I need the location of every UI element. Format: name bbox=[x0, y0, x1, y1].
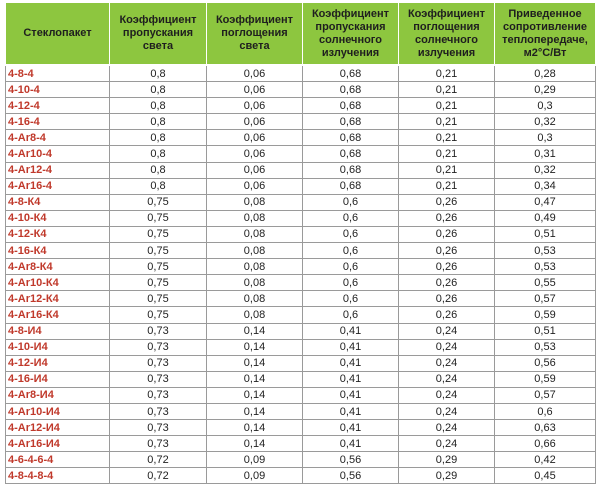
cell-light-transmission: 0,72 bbox=[110, 468, 207, 484]
cell-glazing-unit: 4-8-4-8-4 bbox=[6, 468, 110, 484]
table-row bbox=[6, 130, 596, 146]
cell-light-transmission: 0,72 bbox=[110, 452, 207, 468]
table-row bbox=[6, 194, 596, 210]
header-light-absorption: Коэффициент поглощения света bbox=[207, 3, 303, 66]
cell-light-transmission: 0,8 bbox=[110, 130, 207, 146]
header-solar-transmission: Коэффициент пропускания солнечного излучения bbox=[303, 3, 399, 66]
cell-light-absorption: 0,14 bbox=[207, 403, 303, 419]
table-row bbox=[6, 403, 596, 419]
cell-glazing-unit: 4-12-4 bbox=[6, 98, 110, 114]
cell-light-transmission: 0,8 bbox=[110, 98, 207, 114]
cell-thermal-resistance: 0,51 bbox=[495, 323, 596, 339]
table-row bbox=[6, 178, 596, 194]
table-row bbox=[6, 307, 596, 323]
cell-solar-absorption: 0,21 bbox=[399, 82, 495, 98]
cell-light-absorption: 0,14 bbox=[207, 420, 303, 436]
cell-glazing-unit: 4-10-И4 bbox=[6, 339, 110, 355]
cell-solar-transmission: 0,41 bbox=[303, 339, 399, 355]
table-row bbox=[6, 243, 596, 259]
cell-light-transmission: 0,75 bbox=[110, 307, 207, 323]
table-row bbox=[6, 468, 596, 484]
cell-solar-transmission: 0,41 bbox=[303, 436, 399, 452]
table-row bbox=[6, 436, 596, 452]
cell-solar-transmission: 0,41 bbox=[303, 387, 399, 403]
cell-glazing-unit: 4-Ar16-К4 bbox=[6, 307, 110, 323]
cell-solar-absorption: 0,26 bbox=[399, 194, 495, 210]
cell-thermal-resistance: 0,57 bbox=[495, 291, 596, 307]
table-row bbox=[6, 226, 596, 242]
cell-glazing-unit: 4-8-К4 bbox=[6, 194, 110, 210]
cell-light-absorption: 0,14 bbox=[207, 387, 303, 403]
table-row bbox=[6, 355, 596, 371]
cell-solar-absorption: 0,21 bbox=[399, 162, 495, 178]
header-row bbox=[6, 3, 596, 66]
cell-solar-transmission: 0,56 bbox=[303, 452, 399, 468]
cell-thermal-resistance: 0,55 bbox=[495, 275, 596, 291]
table-row bbox=[6, 146, 596, 162]
cell-light-absorption: 0,08 bbox=[207, 307, 303, 323]
glazing-properties-table bbox=[5, 2, 596, 484]
cell-solar-absorption: 0,21 bbox=[399, 130, 495, 146]
cell-solar-absorption: 0,26 bbox=[399, 210, 495, 226]
cell-solar-absorption: 0,24 bbox=[399, 420, 495, 436]
cell-solar-absorption: 0,24 bbox=[399, 323, 495, 339]
table-body bbox=[6, 65, 596, 484]
cell-solar-transmission: 0,68 bbox=[303, 98, 399, 114]
cell-light-absorption: 0,14 bbox=[207, 323, 303, 339]
cell-light-absorption: 0,06 bbox=[207, 114, 303, 130]
cell-light-absorption: 0,14 bbox=[207, 355, 303, 371]
cell-glazing-unit: 4-16-К4 bbox=[6, 243, 110, 259]
cell-light-absorption: 0,14 bbox=[207, 371, 303, 387]
cell-thermal-resistance: 0,28 bbox=[495, 65, 596, 82]
cell-glazing-unit: 4-Ar12-И4 bbox=[6, 420, 110, 436]
cell-solar-transmission: 0,6 bbox=[303, 275, 399, 291]
cell-thermal-resistance: 0,47 bbox=[495, 194, 596, 210]
cell-thermal-resistance: 0,32 bbox=[495, 114, 596, 130]
cell-solar-absorption: 0,29 bbox=[399, 468, 495, 484]
cell-light-transmission: 0,75 bbox=[110, 243, 207, 259]
cell-light-absorption: 0,09 bbox=[207, 452, 303, 468]
cell-thermal-resistance: 0,32 bbox=[495, 162, 596, 178]
cell-thermal-resistance: 0,51 bbox=[495, 226, 596, 242]
header-solar-absorption: Коэффициент поглощения солнечного излучения bbox=[399, 3, 495, 66]
cell-light-transmission: 0,75 bbox=[110, 226, 207, 242]
table-row bbox=[6, 259, 596, 275]
cell-thermal-resistance: 0,63 bbox=[495, 420, 596, 436]
cell-light-absorption: 0,06 bbox=[207, 146, 303, 162]
cell-thermal-resistance: 0,34 bbox=[495, 178, 596, 194]
cell-thermal-resistance: 0,56 bbox=[495, 355, 596, 371]
cell-light-absorption: 0,06 bbox=[207, 65, 303, 82]
cell-solar-absorption: 0,26 bbox=[399, 243, 495, 259]
cell-solar-absorption: 0,24 bbox=[399, 436, 495, 452]
cell-light-absorption: 0,08 bbox=[207, 291, 303, 307]
cell-light-transmission: 0,73 bbox=[110, 403, 207, 419]
table-row bbox=[6, 291, 596, 307]
cell-glazing-unit: 4-10-4 bbox=[6, 82, 110, 98]
cell-solar-absorption: 0,29 bbox=[399, 452, 495, 468]
cell-solar-absorption: 0,26 bbox=[399, 259, 495, 275]
cell-glazing-unit: 4-Ar10-К4 bbox=[6, 275, 110, 291]
cell-light-absorption: 0,06 bbox=[207, 178, 303, 194]
cell-solar-absorption: 0,24 bbox=[399, 371, 495, 387]
cell-light-transmission: 0,8 bbox=[110, 65, 207, 82]
cell-light-transmission: 0,73 bbox=[110, 371, 207, 387]
cell-thermal-resistance: 0,49 bbox=[495, 210, 596, 226]
cell-solar-absorption: 0,26 bbox=[399, 291, 495, 307]
table-row bbox=[6, 420, 596, 436]
cell-solar-absorption: 0,24 bbox=[399, 387, 495, 403]
cell-solar-transmission: 0,68 bbox=[303, 146, 399, 162]
glazing-properties-table-container bbox=[5, 2, 595, 484]
cell-solar-transmission: 0,68 bbox=[303, 178, 399, 194]
cell-glazing-unit: 4-Ar8-К4 bbox=[6, 259, 110, 275]
header-thermal-resistance: Приведенное сопротивление теплопередаче, м2°С/Вт bbox=[495, 3, 596, 66]
cell-light-absorption: 0,08 bbox=[207, 226, 303, 242]
cell-light-transmission: 0,73 bbox=[110, 339, 207, 355]
cell-light-absorption: 0,09 bbox=[207, 468, 303, 484]
cell-thermal-resistance: 0,57 bbox=[495, 387, 596, 403]
cell-solar-transmission: 0,6 bbox=[303, 226, 399, 242]
cell-solar-absorption: 0,21 bbox=[399, 98, 495, 114]
cell-solar-absorption: 0,21 bbox=[399, 65, 495, 82]
cell-light-absorption: 0,14 bbox=[207, 339, 303, 355]
cell-solar-absorption: 0,24 bbox=[399, 355, 495, 371]
cell-solar-transmission: 0,68 bbox=[303, 162, 399, 178]
cell-solar-transmission: 0,68 bbox=[303, 82, 399, 98]
table-row bbox=[6, 387, 596, 403]
cell-solar-transmission: 0,41 bbox=[303, 371, 399, 387]
cell-glazing-unit: 4-Ar12-4 bbox=[6, 162, 110, 178]
cell-solar-absorption: 0,24 bbox=[399, 339, 495, 355]
cell-solar-absorption: 0,21 bbox=[399, 178, 495, 194]
cell-glazing-unit: 4-8-И4 bbox=[6, 323, 110, 339]
cell-solar-transmission: 0,6 bbox=[303, 259, 399, 275]
cell-glazing-unit: 4-16-4 bbox=[6, 114, 110, 130]
cell-thermal-resistance: 0,29 bbox=[495, 82, 596, 98]
table-row bbox=[6, 275, 596, 291]
cell-light-absorption: 0,06 bbox=[207, 82, 303, 98]
table-row bbox=[6, 98, 596, 114]
cell-light-transmission: 0,75 bbox=[110, 275, 207, 291]
table-row bbox=[6, 65, 596, 82]
cell-solar-transmission: 0,41 bbox=[303, 355, 399, 371]
cell-light-absorption: 0,06 bbox=[207, 162, 303, 178]
cell-glazing-unit: 4-12-И4 bbox=[6, 355, 110, 371]
cell-light-transmission: 0,73 bbox=[110, 323, 207, 339]
table-row bbox=[6, 162, 596, 178]
table-row bbox=[6, 210, 596, 226]
cell-thermal-resistance: 0,59 bbox=[495, 371, 596, 387]
cell-glazing-unit: 4-Ar16-И4 bbox=[6, 436, 110, 452]
cell-light-transmission: 0,75 bbox=[110, 210, 207, 226]
cell-glazing-unit: 4-10-К4 bbox=[6, 210, 110, 226]
cell-glazing-unit: 4-8-4 bbox=[6, 65, 110, 82]
table-row bbox=[6, 82, 596, 98]
cell-solar-transmission: 0,68 bbox=[303, 114, 399, 130]
cell-solar-absorption: 0,21 bbox=[399, 146, 495, 162]
cell-solar-absorption: 0,26 bbox=[399, 307, 495, 323]
cell-solar-absorption: 0,24 bbox=[399, 403, 495, 419]
cell-solar-transmission: 0,6 bbox=[303, 243, 399, 259]
cell-light-absorption: 0,08 bbox=[207, 259, 303, 275]
cell-solar-absorption: 0,26 bbox=[399, 226, 495, 242]
cell-solar-absorption: 0,26 bbox=[399, 275, 495, 291]
cell-solar-transmission: 0,68 bbox=[303, 130, 399, 146]
cell-solar-transmission: 0,6 bbox=[303, 307, 399, 323]
cell-thermal-resistance: 0,3 bbox=[495, 98, 596, 114]
cell-light-absorption: 0,06 bbox=[207, 130, 303, 146]
cell-thermal-resistance: 0,45 bbox=[495, 468, 596, 484]
header-light-transmission: Коэффициент пропускания света bbox=[110, 3, 207, 66]
cell-thermal-resistance: 0,53 bbox=[495, 243, 596, 259]
cell-light-transmission: 0,75 bbox=[110, 259, 207, 275]
cell-glazing-unit: 4-Ar16-4 bbox=[6, 178, 110, 194]
header-glazing-unit: Стеклопакет bbox=[6, 3, 110, 66]
cell-light-transmission: 0,8 bbox=[110, 82, 207, 98]
cell-thermal-resistance: 0,6 bbox=[495, 403, 596, 419]
table-row bbox=[6, 323, 596, 339]
cell-solar-absorption: 0,21 bbox=[399, 114, 495, 130]
cell-glazing-unit: 4-Ar12-К4 bbox=[6, 291, 110, 307]
cell-solar-transmission: 0,41 bbox=[303, 420, 399, 436]
cell-light-transmission: 0,73 bbox=[110, 355, 207, 371]
cell-glazing-unit: 4-Ar10-4 bbox=[6, 146, 110, 162]
cell-light-transmission: 0,8 bbox=[110, 178, 207, 194]
cell-light-transmission: 0,8 bbox=[110, 162, 207, 178]
cell-solar-transmission: 0,6 bbox=[303, 210, 399, 226]
table-row bbox=[6, 371, 596, 387]
cell-light-absorption: 0,08 bbox=[207, 243, 303, 259]
cell-light-transmission: 0,75 bbox=[110, 291, 207, 307]
cell-light-transmission: 0,73 bbox=[110, 387, 207, 403]
cell-thermal-resistance: 0,3 bbox=[495, 130, 596, 146]
cell-thermal-resistance: 0,59 bbox=[495, 307, 596, 323]
cell-solar-transmission: 0,41 bbox=[303, 323, 399, 339]
table-row bbox=[6, 339, 596, 355]
table-header bbox=[6, 3, 596, 66]
table-row bbox=[6, 452, 596, 468]
cell-thermal-resistance: 0,53 bbox=[495, 259, 596, 275]
table-row bbox=[6, 114, 596, 130]
cell-thermal-resistance: 0,42 bbox=[495, 452, 596, 468]
cell-glazing-unit: 4-6-4-6-4 bbox=[6, 452, 110, 468]
cell-light-absorption: 0,08 bbox=[207, 194, 303, 210]
cell-thermal-resistance: 0,53 bbox=[495, 339, 596, 355]
cell-glazing-unit: 4-Ar8-4 bbox=[6, 130, 110, 146]
cell-solar-transmission: 0,56 bbox=[303, 468, 399, 484]
cell-glazing-unit: 4-16-И4 bbox=[6, 371, 110, 387]
cell-light-transmission: 0,75 bbox=[110, 194, 207, 210]
cell-light-transmission: 0,73 bbox=[110, 420, 207, 436]
cell-light-absorption: 0,08 bbox=[207, 275, 303, 291]
cell-thermal-resistance: 0,31 bbox=[495, 146, 596, 162]
cell-thermal-resistance: 0,66 bbox=[495, 436, 596, 452]
cell-light-absorption: 0,08 bbox=[207, 210, 303, 226]
cell-glazing-unit: 4-Ar10-И4 bbox=[6, 403, 110, 419]
cell-solar-transmission: 0,6 bbox=[303, 291, 399, 307]
cell-glazing-unit: 4-Ar8-И4 bbox=[6, 387, 110, 403]
cell-light-absorption: 0,14 bbox=[207, 436, 303, 452]
cell-solar-transmission: 0,6 bbox=[303, 194, 399, 210]
cell-solar-transmission: 0,41 bbox=[303, 403, 399, 419]
cell-light-transmission: 0,8 bbox=[110, 114, 207, 130]
cell-light-transmission: 0,73 bbox=[110, 436, 207, 452]
cell-light-transmission: 0,8 bbox=[110, 146, 207, 162]
cell-light-absorption: 0,06 bbox=[207, 98, 303, 114]
cell-glazing-unit: 4-12-К4 bbox=[6, 226, 110, 242]
cell-solar-transmission: 0,68 bbox=[303, 65, 399, 82]
